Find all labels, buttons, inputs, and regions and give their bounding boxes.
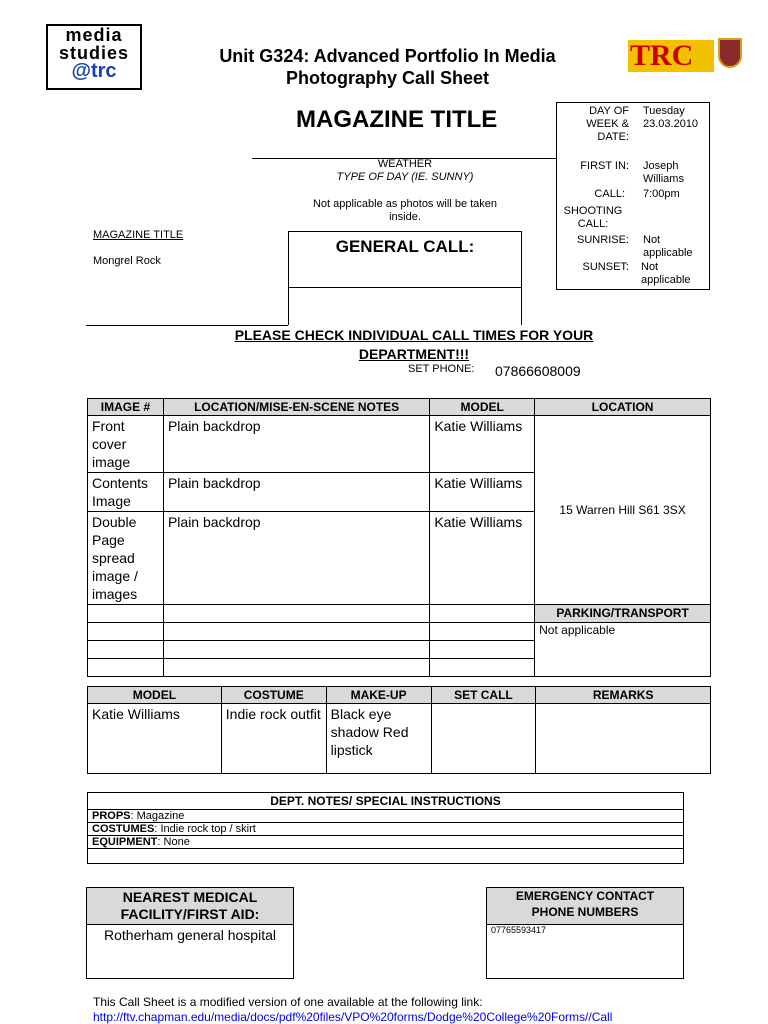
table-row: PARKING/TRANSPORT — [88, 605, 711, 623]
notes-row-props: PROPS: Magazine — [88, 810, 684, 823]
medical-header: NEAREST MEDICAL FACILITY/FIRST AID: — [87, 888, 293, 925]
table-row: Double Page spread image / images Plain backdrop Katie Williams — [88, 512, 711, 605]
crest-icon — [718, 38, 742, 68]
header-title: Unit G324: Advanced Portfolio In Media Photography Call Sheet — [219, 46, 556, 88]
magazine-title-heading: MAGAZINE TITLE — [296, 106, 498, 133]
general-call-label: GENERAL CALL: — [335, 237, 475, 256]
set-phone-value: 07866608009 — [495, 363, 581, 379]
footer-text: This Call Sheet is a modified version of one available at the following link: — [93, 995, 483, 1009]
weather-block: WEATHER TYPE OF DAY (IE. SUNNY) Not applicable as photos will be taken inside. — [312, 158, 498, 223]
table-row: Front cover image Plain backdrop Katie Williams 15 Warren Hill S61 3SX — [88, 416, 711, 473]
magazine-title-label: MAGAZINE TITLE — [93, 229, 184, 241]
notes-row-blank — [88, 849, 684, 864]
magazine-title-value: Mongrel Rock — [93, 255, 161, 267]
media-studies-logo: media studies @trc — [46, 24, 142, 90]
table-row: Not applicable — [88, 623, 711, 641]
notes-row-costumes: COSTUMES: Indie rock top / skirt — [88, 823, 684, 836]
notes-row-equipment: EQUIPMENT: None — [88, 836, 684, 849]
emergency-box — [486, 887, 684, 979]
emergency-header: EMERGENCY CONTACT PHONE NUMBERS — [487, 888, 683, 925]
table-row: Katie Williams Indie rock outfit Black eye shadow Red lipstick — [88, 704, 711, 774]
set-phone-label: SET PHONE: — [408, 363, 475, 375]
model-table: MODEL COSTUME MAKE-UP SET CALL REMARKS Katie Williams Indie rock outfit Black eye shadow Red lipstick — [87, 686, 711, 774]
emergency-value: 07765593417 — [491, 925, 547, 935]
trc-logo: TRC — [628, 40, 714, 72]
footer-link[interactable]: http://ftv.chapman.edu/media/docs/pdf%20files/VPO%20forms/Dodge%20College%20Forms//Call — [93, 1010, 613, 1024]
general-call-divider — [289, 287, 521, 288]
general-call-box — [288, 231, 522, 325]
medical-box — [86, 887, 294, 979]
table-row: Contents Image Plain backdrop Katie Williams — [88, 473, 711, 512]
image-table: IMAGE # LOCATION/MISE-EN-SCENE NOTES MODEL LOCATION Front cover image Plain backdrop Katie Williams 15 Warren Hill S61 3SX Contents Image Plain backdrop Katie Williams Double Page spread image / images Plain backdrop Katie Williams PARKING/TRANSPORT Not applicable — [87, 398, 711, 677]
dept-notes-table: DEPT. NOTES/ SPECIAL INSTRUCTIONS PROPS: Magazine COSTUMES: Indie rock top / skirt EQUIPMENT: None — [87, 792, 684, 864]
medical-value: Rotherham general hospital — [104, 927, 276, 943]
department-notice: PLEASE CHECK INDIVIDUAL CALL TIMES FOR YOUR DEPARTMENT!!! — [234, 327, 594, 362]
info-box: DAY OF WEEK & DATE: Tuesday 23.03.2010 FIRST IN: Joseph Williams CALL: 7:00pm SHOOTING CALL: SUNRISE: Not applicable SUNSET: Not applicable — [556, 102, 710, 290]
